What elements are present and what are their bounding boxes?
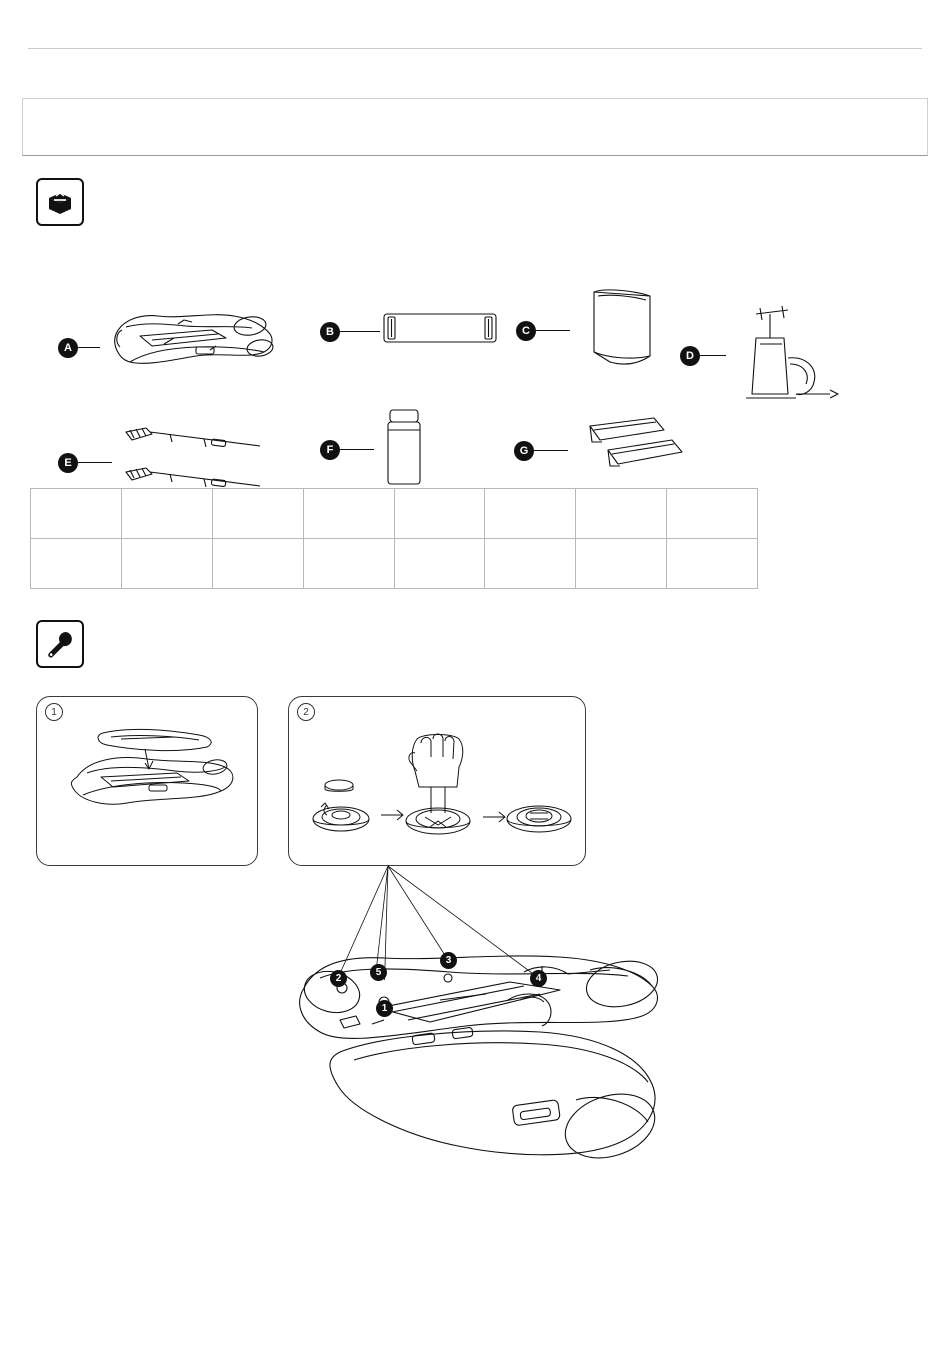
part-label-E: E <box>58 453 78 473</box>
table-cell <box>121 489 212 539</box>
leader-line-D <box>700 355 726 356</box>
part-D <box>680 298 856 413</box>
header-title-box <box>22 98 928 156</box>
specification-table <box>30 488 758 589</box>
leader-line-F <box>340 449 374 450</box>
step-number-1: 1 <box>45 703 63 721</box>
table-cell <box>212 539 303 589</box>
part-art-hand-pump <box>726 298 856 413</box>
table-cell <box>394 489 485 539</box>
part-art-carry-bag <box>570 282 666 379</box>
table-cell <box>667 489 758 539</box>
table-cell <box>394 539 485 589</box>
table-cell <box>576 539 667 589</box>
part-art-seat-boards <box>568 412 688 489</box>
step-number-2: 2 <box>297 703 315 721</box>
part-art-inflatable-boat-hull <box>100 300 280 395</box>
part-A <box>58 300 280 395</box>
part-G <box>514 412 688 489</box>
part-label-F: F <box>320 440 340 460</box>
part-B <box>320 304 500 359</box>
table-row <box>31 489 758 539</box>
part-art-floor-board-panel <box>380 304 500 359</box>
callout-5: 5 <box>370 964 387 981</box>
parts-list <box>22 252 928 484</box>
table-cell <box>303 539 394 589</box>
wrench-icon <box>36 620 84 668</box>
table-cell <box>667 539 758 589</box>
callout-3: 3 <box>440 952 457 969</box>
boat-assembly-figure <box>280 860 700 1200</box>
part-label-A: A <box>58 338 78 358</box>
part-art-repair-kit-canister <box>374 402 434 497</box>
callout-2: 2 <box>330 970 347 987</box>
callout-4: 4 <box>530 970 547 987</box>
table-cell <box>31 539 122 589</box>
table-cell <box>576 489 667 539</box>
table-cell <box>303 489 394 539</box>
callout-1: 1 <box>376 1000 393 1017</box>
table-cell <box>121 539 212 589</box>
table-cell <box>31 489 122 539</box>
leader-line-C <box>536 330 570 331</box>
part-F <box>320 402 434 497</box>
part-label-G: G <box>514 441 534 461</box>
table-cell <box>485 489 576 539</box>
step-valve-insert <box>288 696 586 866</box>
part-label-D: D <box>680 346 700 366</box>
leader-line-B <box>340 331 380 332</box>
step-2-illustration <box>299 709 579 859</box>
table-row <box>31 539 758 589</box>
leader-line-A <box>78 347 100 348</box>
open-box-icon <box>36 178 84 226</box>
step-unfold-boat <box>36 696 258 866</box>
boat-illustration <box>280 860 700 1200</box>
leader-line-G <box>534 450 568 451</box>
table-cell <box>212 489 303 539</box>
part-label-C: C <box>516 321 536 341</box>
leader-line-E <box>78 462 112 463</box>
part-C <box>516 282 666 379</box>
table-cell <box>485 539 576 589</box>
part-label-B: B <box>320 322 340 342</box>
header-divider-rule <box>28 48 922 49</box>
step-1-illustration <box>49 715 249 855</box>
